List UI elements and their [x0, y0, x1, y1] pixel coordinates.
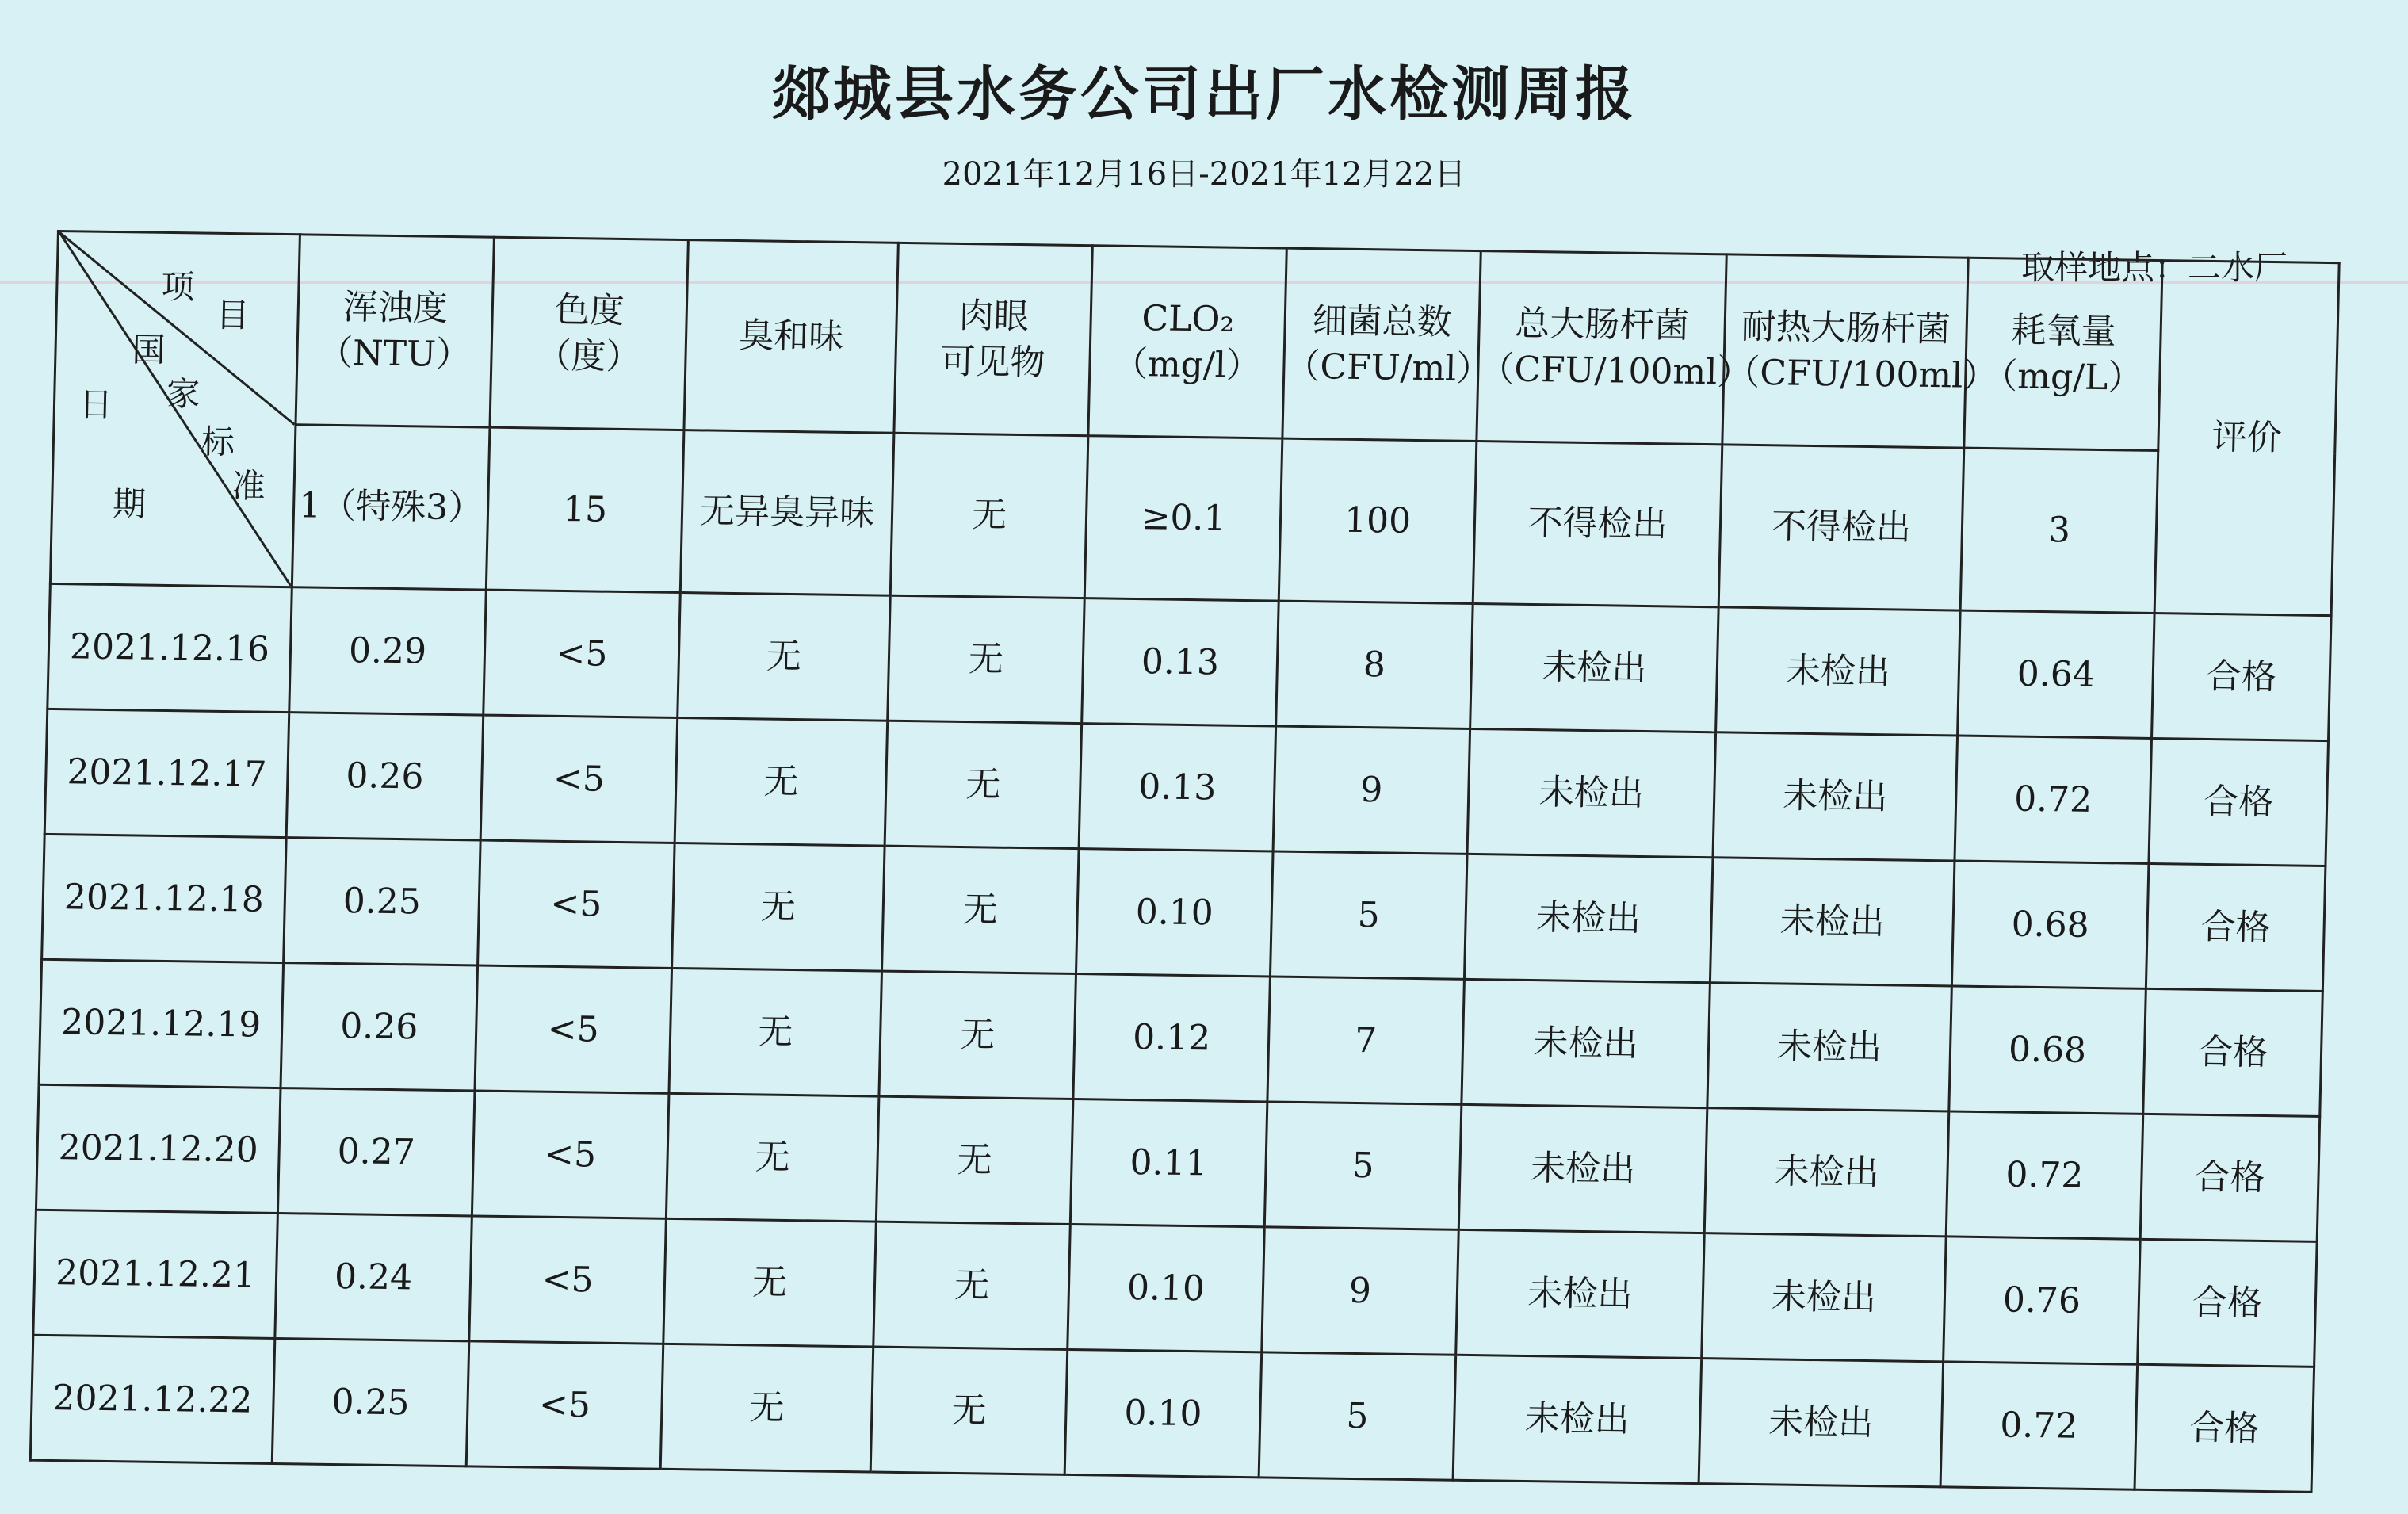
- row-value-0: 0.26: [281, 963, 478, 1091]
- row-value-3: 无: [876, 1096, 1073, 1224]
- col-unit-3: 可见物: [939, 341, 1046, 383]
- standard-cell-8: 3: [1960, 448, 2158, 613]
- standard-cell-0: 1（特殊3）: [292, 425, 490, 590]
- row-value-4: 0.11: [1070, 1099, 1267, 1227]
- row-value-0: 0.24: [275, 1214, 472, 1341]
- row-value-2: 无: [678, 593, 891, 721]
- col-header-8: [1964, 258, 2162, 450]
- row-value-8: 0.72: [1940, 1362, 2138, 1489]
- row-date: 2021.12.17: [44, 709, 289, 837]
- row-date: 2021.12.20: [36, 1084, 281, 1213]
- col-name-7: 耐热大肠杆菌: [1741, 306, 1951, 350]
- row-value-8: 0.76: [1944, 1237, 2141, 1364]
- row-value-4: 0.12: [1073, 974, 1271, 1102]
- row-evaluation: 合格: [2149, 738, 2329, 866]
- row-value-3: 无: [882, 846, 1080, 973]
- corner-date-char-1: 日: [78, 384, 113, 424]
- row-value-5: 8: [1276, 601, 1473, 728]
- row-value-4: 0.10: [1064, 1349, 1262, 1477]
- row-value-6: 未检出: [1464, 854, 1713, 982]
- row-value-8: 0.68: [1949, 986, 2146, 1114]
- row-date: 2021.12.19: [39, 959, 284, 1088]
- col-header-2: [684, 240, 898, 434]
- row-value-2: 无: [666, 1093, 879, 1222]
- evaluation-header: 评价: [2154, 261, 2339, 616]
- col-name-1: 色度: [554, 290, 625, 332]
- row-value-6: 未检出: [1467, 728, 1716, 857]
- row-evaluation: 合格: [2152, 613, 2332, 740]
- col-name-5: 细菌总数: [1312, 300, 1453, 343]
- col-header-6: [1477, 251, 1752, 445]
- row-value-5: 9: [1262, 1227, 1459, 1355]
- row-value-3: 无: [885, 721, 1082, 848]
- row-value-8: 0.72: [1955, 736, 2152, 863]
- corner-item-char-2: 目: [216, 295, 250, 335]
- col-name-6: 总大肠杆菌: [1514, 304, 1690, 347]
- row-value-6: 未检出: [1453, 1355, 1702, 1483]
- row-value-6: 未检出: [1470, 603, 1719, 732]
- standard-row: [50, 421, 2334, 615]
- header-row: [54, 231, 2339, 453]
- standard-cell-4: ≥0.1: [1084, 436, 1282, 601]
- row-value-0: 0.26: [286, 713, 484, 840]
- row-date: 2021.12.16: [48, 583, 292, 712]
- row-value-0: 0.27: [277, 1088, 475, 1216]
- row-value-5: 5: [1270, 851, 1467, 979]
- col-header-4: [1088, 246, 1286, 438]
- corner-standard-char-3: 标: [201, 422, 235, 462]
- row-date: 2021.12.18: [42, 834, 287, 962]
- col-unit-5: （CFU/ml）: [1284, 346, 1492, 389]
- row-value-1: <5: [472, 1091, 669, 1218]
- col-unit-6: （CFU/100ml）: [1478, 348, 1752, 393]
- row-value-6: 未检出: [1456, 1229, 1705, 1358]
- corner-item-char-1: 项: [160, 266, 195, 307]
- row-value-3: 无: [870, 1347, 1068, 1474]
- row-value-2: 无: [660, 1344, 873, 1472]
- row-value-6: 未检出: [1462, 979, 1710, 1107]
- corner-date-char-2: 期: [112, 484, 147, 524]
- row-value-0: 0.25: [284, 838, 481, 965]
- col-unit-8: （mg/L）: [1982, 355, 2143, 399]
- standard-cell-2: 无异臭异味: [680, 430, 894, 596]
- row-evaluation: 合格: [2146, 863, 2326, 991]
- row-value-5: 5: [1264, 1102, 1462, 1229]
- standard-cell-5: 100: [1279, 438, 1477, 603]
- row-value-1: <5: [480, 715, 678, 843]
- col-name-8: 耗氧量: [2011, 310, 2117, 353]
- row-value-5: 5: [1259, 1352, 1456, 1480]
- row-date: 2021.12.21: [33, 1210, 278, 1338]
- row-evaluation: 合格: [2138, 1239, 2318, 1367]
- row-value-2: 无: [669, 968, 882, 1096]
- row-value-8: 0.72: [1946, 1111, 2143, 1239]
- row-value-6: 未检出: [1458, 1104, 1707, 1233]
- standard-cell-1: 15: [486, 427, 684, 592]
- col-header-0: [296, 235, 494, 427]
- row-value-7: 未检出: [1702, 1233, 1947, 1362]
- report-date-range: 2021年12月16日-2021年12月22日: [942, 156, 1466, 193]
- row-value-8: 0.64: [1958, 610, 2155, 738]
- sampling-location-value: 二水厂: [2188, 248, 2288, 287]
- corner-standard-char-1: 国: [132, 330, 166, 369]
- sampling-location-label: 取样地点：: [2021, 248, 2188, 287]
- row-date: 2021.12.22: [30, 1335, 275, 1463]
- col-header-7: [1722, 254, 1998, 448]
- row-value-4: 0.13: [1079, 724, 1276, 851]
- row-value-7: 未检出: [1704, 1108, 1949, 1237]
- row-value-4: 0.10: [1068, 1224, 1265, 1352]
- row-value-7: 未检出: [1710, 858, 1955, 986]
- row-value-1: <5: [484, 590, 681, 717]
- row-value-3: 无: [879, 971, 1076, 1099]
- water-quality-table: [29, 230, 2341, 1493]
- row-value-4: 0.10: [1076, 849, 1273, 977]
- row-value-2: 无: [663, 1218, 877, 1347]
- row-value-3: 无: [873, 1222, 1071, 1349]
- corner-standard-char-2: 家: [166, 373, 201, 414]
- row-evaluation: 合格: [2143, 988, 2323, 1116]
- col-header-1: [490, 237, 688, 430]
- row-value-0: 0.29: [289, 587, 487, 715]
- row-value-1: <5: [469, 1216, 667, 1344]
- row-value-5: 7: [1267, 977, 1465, 1104]
- col-header-3: [894, 243, 1092, 435]
- row-value-1: <5: [475, 965, 672, 1093]
- row-value-1: <5: [478, 840, 675, 968]
- col-name-3: 肉眼: [958, 296, 1030, 338]
- corner-header-cell: [50, 231, 300, 587]
- col-name-0: 浑浊度: [342, 287, 449, 330]
- standard-cell-7: 不得检出: [1718, 445, 1964, 610]
- row-value-0: 0.25: [272, 1338, 469, 1466]
- col-name-4: CLO₂: [1141, 298, 1235, 341]
- row-value-7: 未检出: [1713, 732, 1958, 861]
- row-value-7: 未检出: [1707, 983, 1952, 1111]
- report-title: 郯城县水务公司出厂水检测周报: [771, 60, 1637, 128]
- row-evaluation: 合格: [2135, 1364, 2314, 1492]
- row-value-7: 未检出: [1699, 1359, 1944, 1487]
- col-unit-4: （mg/l）: [1112, 343, 1262, 386]
- row-value-3: 无: [888, 595, 1085, 723]
- col-header-5: [1282, 248, 1492, 441]
- col-unit-0: （NTU）: [317, 332, 472, 375]
- col-unit-1: （度）: [535, 335, 642, 377]
- row-value-4: 0.13: [1082, 598, 1279, 726]
- row-value-1: <5: [466, 1341, 663, 1469]
- row-value-8: 0.68: [1951, 861, 2149, 988]
- col-name-2: 臭和味: [738, 315, 844, 357]
- report-table-wrap: [29, 230, 2337, 1474]
- standard-cell-3: 无: [890, 433, 1088, 598]
- standard-cell-6: 不得检出: [1473, 442, 1722, 607]
- row-value-5: 9: [1273, 726, 1470, 854]
- row-value-2: 无: [672, 843, 885, 971]
- row-evaluation: 合格: [2140, 1114, 2320, 1241]
- row-value-2: 无: [675, 717, 888, 846]
- row-value-7: 未检出: [1716, 607, 1961, 736]
- corner-standard-char-4: 准: [231, 466, 266, 506]
- col-unit-7: （CFU/100ml）: [1724, 351, 1998, 396]
